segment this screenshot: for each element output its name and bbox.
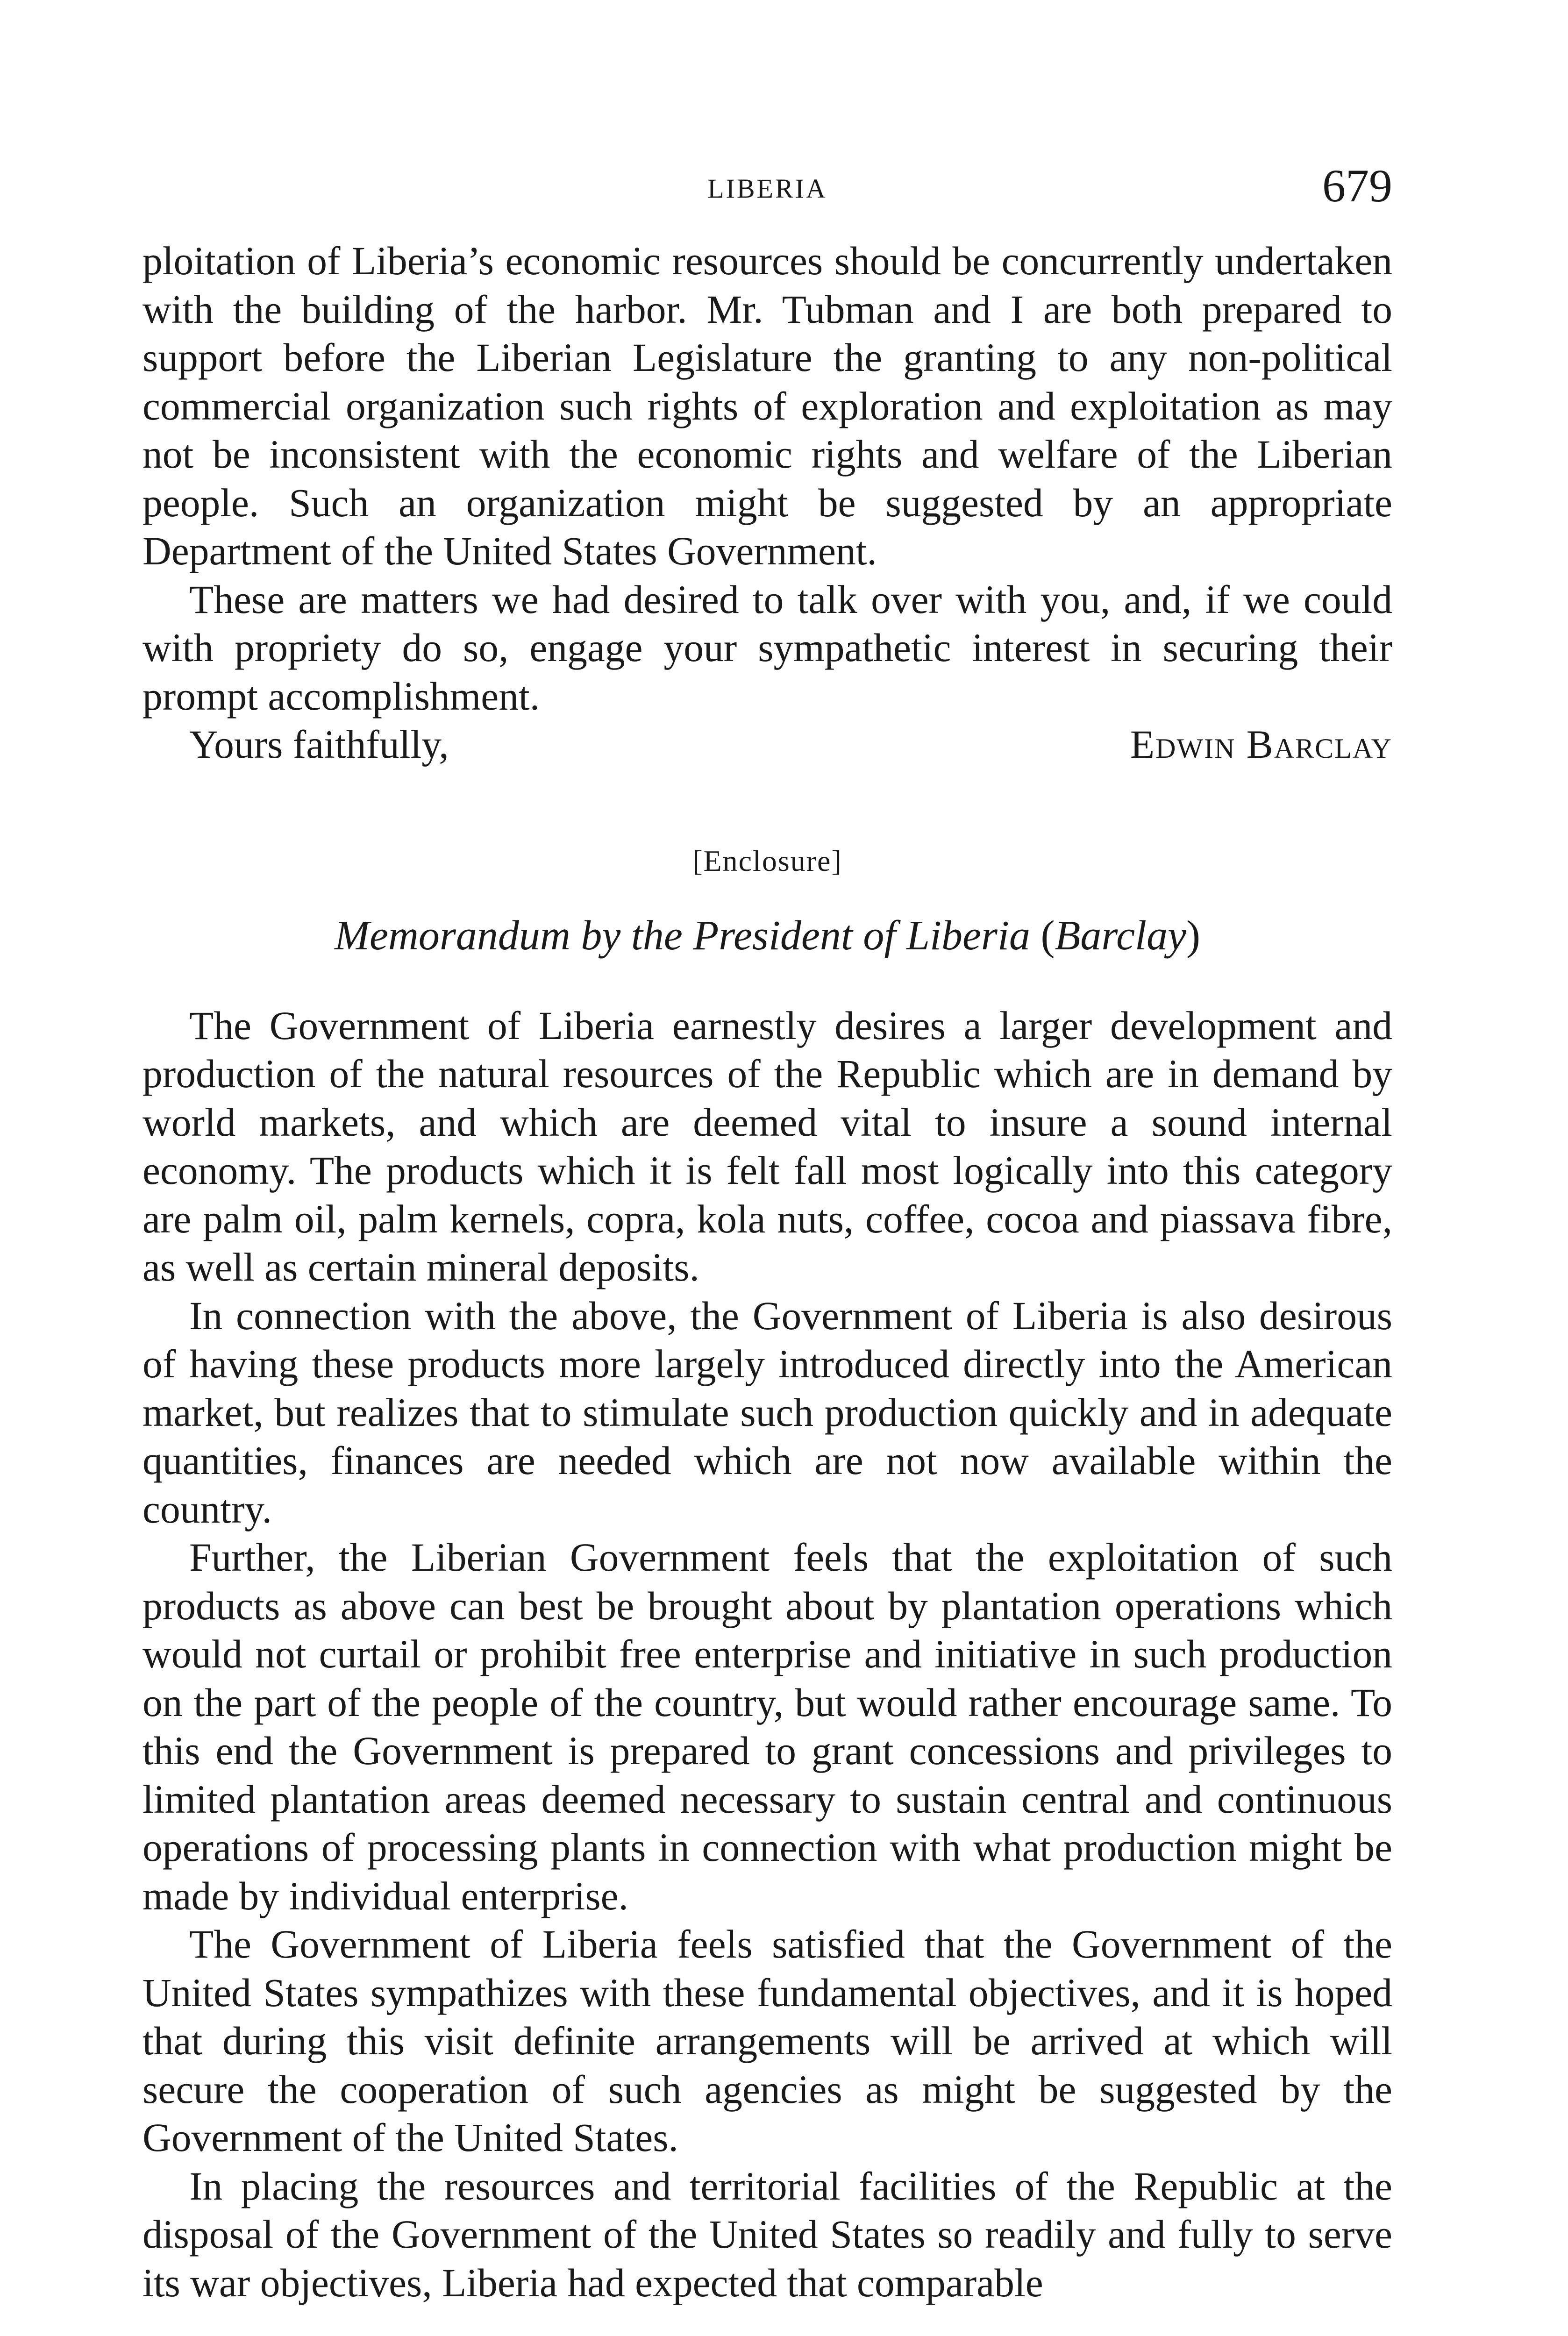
signature: Edwin Barclay — [1130, 723, 1392, 767]
memo-paragraph: In connection with the above, the Government of Liberia is also desirous of having these products more largely introduced directly into the American market, but realizes that to stimulate such production quickly and in adequate quantities, finances are needed which are not now available within the country. — [143, 1294, 1392, 1531]
running-header — [143, 159, 1392, 210]
memo-paragraph: Further, the Liberian Government feels that the exploitation of such products as above can best be brought about by plantation operations which would not curtail or prohibit free enterprise and initiative in such production on the part of the people of the country, but would rather encourage same. To this end the Government is prepared to grant concessions and privileges to limited plantation areas deemed necessary to sustain central and continuous operations of processing plants in connection with what production might be made by individual enterprise. — [143, 1536, 1392, 1918]
enclosure-label: [Enclosure] — [692, 844, 842, 877]
letter-closing — [143, 721, 1392, 769]
memo-title-main: Memorandum by the President of Liberia — [335, 912, 1030, 959]
letter-paragraph: ploitation of Liberia’s economic resources should be concurrently undertaken with the building of the harbor. Mr. Tubman and I are both prepared to support before the Liberian Legislature the granting to any non-political commercial organization such rights of exploration and exploitation as may not be inconsistent with the economic rights and welfare of the Liberian people. Such an organization might be suggested by an appropriate Department of the United States Government. — [143, 239, 1392, 573]
memo-title-paren-close: ) — [1186, 912, 1200, 959]
memo-paragraph: The Government of Liberia earnestly desires a larger development and production of the natural resources of the Republic which are in demand by world markets, and which are deemed vital to insure a sound internal economy. The products which it is felt fall most logically into this category are palm oil, palm kernels, copra, kola nuts, coffee, cocoa and piassava fibre, as well as certain mineral deposits. — [143, 1004, 1392, 1289]
memo-title-paren-open: ( — [1041, 912, 1055, 959]
memo-title — [143, 908, 1392, 964]
page-number: 679 — [1322, 160, 1392, 212]
memo-title-name: Barclay — [1055, 912, 1187, 959]
memo-paragraph: In placing the resources and territorial facilities of the Republic at the disposal of the Government of the United States so readily and fully to serve its war objectives, Liberia had expected that comparable — [143, 2164, 1392, 2305]
page-body — [143, 237, 1392, 2308]
memo-paragraph: The Government of Liberia feels satisfied that the Government of the United States sympathizes with these fundamental objectives, and it is hoped that during this visit definite arrangements will be arrived at which will secure the cooperation of such agencies as might be suggested by the Government of the United States. — [143, 1923, 1392, 2160]
letter-paragraph: These are matters we had desired to talk over with you, and, if we could with propriety do so, engage your sympathetic interest in securing their prompt accomplishment. — [143, 577, 1392, 719]
running-title: LIBERIA — [707, 173, 827, 204]
complimentary-close: Yours faithfully, — [189, 723, 449, 767]
